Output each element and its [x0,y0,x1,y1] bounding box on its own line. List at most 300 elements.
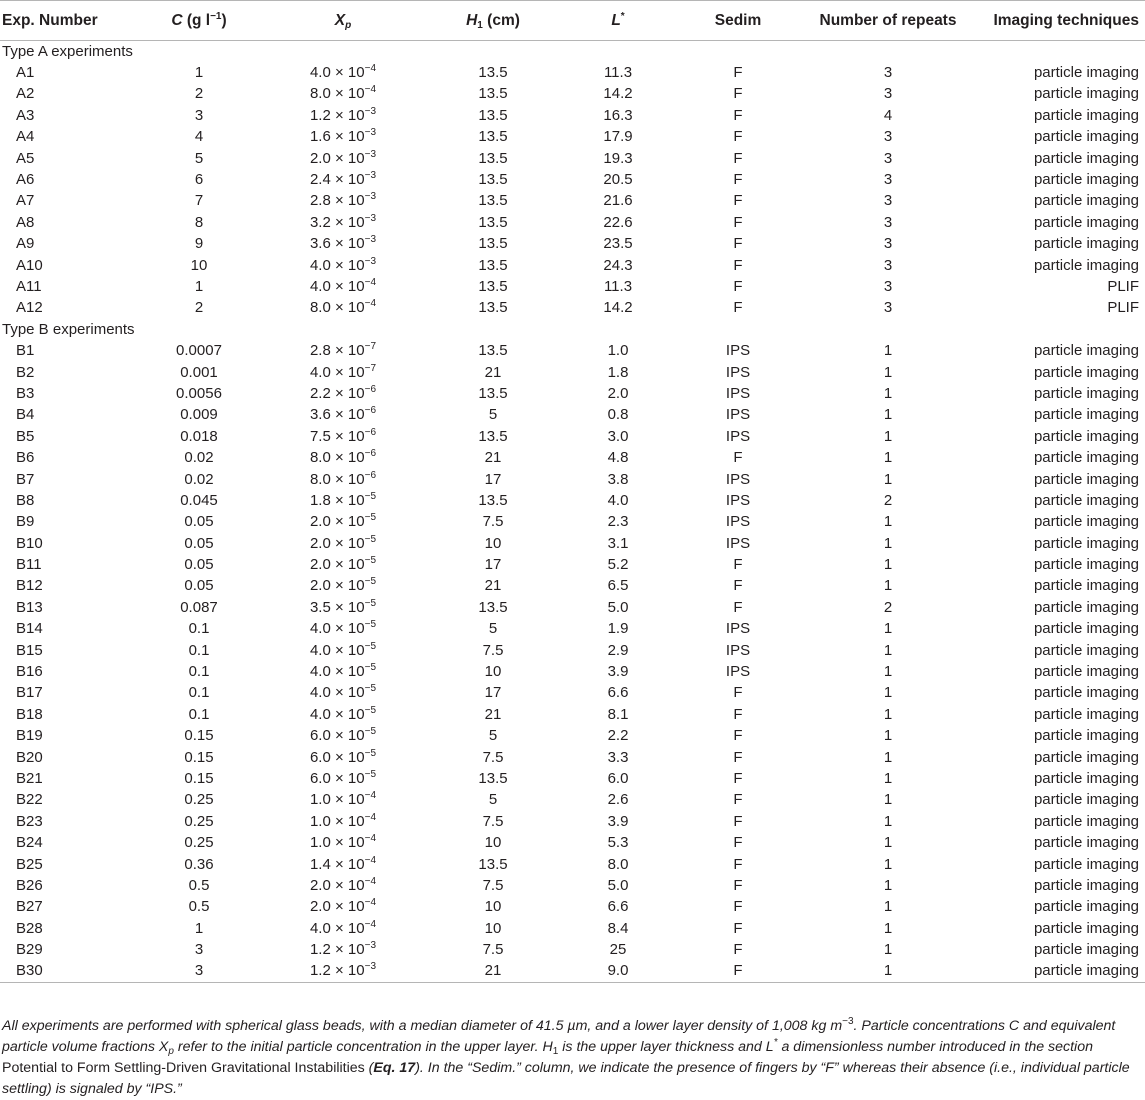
table-row [0,726,1145,747]
volume-fraction-cell: $2.8 \times 10^{-3}$ [309,191,377,210]
imaging-cell: PLIF [1107,277,1139,295]
layer-thickness-cell: 10 [484,534,502,552]
concentration-cell: 3 [194,106,204,124]
exp-number-cell: B14 [16,620,43,638]
volume-fraction-cell: $6.0 \times 10^{-5}$ [309,747,377,766]
layer-thickness-cell: 13.5 [478,235,508,253]
l-star-cell: 4.0 [607,491,629,509]
layer-thickness-cell: 13.5 [478,342,508,360]
repeats-cell: 1 [883,791,893,809]
layer-thickness-cell: 7.5 [482,876,504,894]
l-star-cell: 1.0 [607,342,629,360]
section-title: Type B experiments [2,320,135,338]
l-star-cell: 5.0 [607,876,629,894]
volume-fraction-cell: $1.2 \times 10^{-3}$ [309,105,377,124]
sedim-cell: F [733,941,743,959]
table-row [0,747,1145,768]
table-row [0,939,1145,960]
layer-thickness-cell: 7.5 [482,812,504,830]
concentration-cell: 0.045 [180,491,218,509]
sedim-cell: IPS [725,384,751,402]
layer-thickness-cell: 21 [484,705,502,723]
layer-thickness-cell: 13.5 [478,384,508,402]
l-star-cell: 2.2 [607,727,629,745]
volume-fraction-cell: $4.0 \times 10^{-5}$ [309,662,377,681]
layer-thickness-cell: 5 [488,727,498,745]
imaging-cell: particle imaging [1033,834,1139,852]
layer-thickness-cell: 13.5 [478,106,508,124]
concentration-cell: 0.1 [188,641,210,659]
table-row [0,533,1145,554]
imaging-cell: particle imaging [1033,449,1139,467]
imaging-cell: particle imaging [1033,534,1139,552]
table-row [0,640,1145,661]
exp-number-cell: B15 [16,641,43,659]
exp-number-cell: B21 [16,769,43,787]
repeats-cell: 1 [883,449,893,467]
sedim-cell: F [733,898,743,916]
imaging-cell: particle imaging [1033,812,1139,830]
imaging-cell: particle imaging [1033,406,1139,424]
layer-thickness-cell: 13.5 [478,427,508,445]
imaging-cell: particle imaging [1033,470,1139,488]
repeats-cell: 1 [883,919,893,937]
exp-number-cell: A12 [16,299,43,317]
repeats-cell: 2 [883,491,893,509]
concentration-cell: 0.02 [184,449,214,467]
volume-fraction-cell: $1.4 \times 10^{-4}$ [309,854,377,873]
table-row [0,790,1145,811]
volume-fraction-cell: $4.0 \times 10^{-5}$ [309,640,377,659]
sedim-cell: IPS [725,663,751,681]
l-star-cell: 14.2 [603,85,633,103]
repeats-cell: 1 [883,384,893,402]
concentration-cell: 0.018 [180,427,218,445]
concentration-cell: 9 [194,235,204,253]
concentration-cell: 0.1 [188,620,210,638]
concentration-cell: 0.25 [184,791,214,809]
volume-fraction-cell: $1.0 \times 10^{-4}$ [309,811,377,830]
volume-fraction-cell: $8.0 \times 10^{-4}$ [309,298,377,317]
repeats-cell: 1 [883,834,893,852]
table-row [0,619,1145,640]
table-row [0,875,1145,896]
exp-number-cell: A9 [16,235,35,253]
table-row [0,169,1145,190]
repeats-cell: 1 [883,363,893,381]
table-row [0,362,1145,383]
exp-number-cell: B12 [16,577,43,595]
concentration-cell: 0.0056 [176,384,222,402]
imaging-cell: particle imaging [1033,727,1139,745]
table-row [0,597,1145,618]
concentration-cell: 0.0007 [176,342,222,360]
sedim-cell: F [733,256,743,274]
equation-link[interactable]: Eq. 17 [373,1060,416,1077]
table-row [0,447,1145,468]
exp-number-cell: B10 [16,534,43,552]
section-link[interactable]: Potential to Form Settling-Driven Gravitational Instabilities [2,1060,365,1077]
imaging-cell: particle imaging [1033,748,1139,766]
exp-number-cell: A1 [16,64,35,82]
exp-number-cell: A3 [16,106,35,124]
section-header-row [0,319,1145,340]
sedim-cell: F [733,213,743,231]
table-row [0,469,1145,490]
table-row [0,961,1145,983]
l-star-cell: 5.3 [607,834,629,852]
concentration-cell: 7 [194,192,204,210]
header-repeats: Number of repeats [819,11,957,29]
exp-number-cell: A11 [16,277,42,295]
table-row [0,683,1145,704]
volume-fraction-cell: $6.0 \times 10^{-5}$ [309,726,377,745]
repeats-cell: 1 [883,705,893,723]
header-sedim: Sedim [714,11,762,29]
volume-fraction-cell: $1.6 \times 10^{-3}$ [309,127,377,146]
repeats-cell: 1 [798,961,978,983]
repeats-cell: 3 [883,256,893,274]
table-row [0,298,1145,319]
concentration-cell: 0.087 [180,598,218,616]
header-imaging: Imaging techniques [993,11,1139,29]
repeats-cell: 1 [883,470,893,488]
layer-thickness-cell: 13.5 [478,855,508,873]
volume-fraction-cell: $1.0 \times 10^{-4}$ [309,833,377,852]
table-header [0,1,1145,41]
volume-fraction-cell: $8.0 \times 10^{-6}$ [309,469,377,488]
repeats-cell: 3 [883,149,893,167]
imaging-cell: particle imaging [1033,620,1139,638]
exp-number-cell: B3 [16,384,35,402]
layer-thickness-cell: 13.5 [478,277,508,295]
table-row [0,84,1145,105]
volume-fraction-cell: $3.2 \times 10^{-3}$ [309,212,377,231]
layer-thickness-cell: 5 [488,791,498,809]
l-star-cell: 11.3 [603,277,633,295]
imaging-cell: particle imaging [1033,577,1139,595]
concentration-cell: 0.05 [184,513,214,531]
imaging-cell: particle imaging [1033,876,1139,894]
table-row [0,405,1145,426]
layer-thickness-cell: 13.5 [478,171,508,189]
sedim-cell: F [733,919,743,937]
layer-thickness-cell: 7.5 [482,513,504,531]
exp-number-cell: A4 [16,128,35,146]
volume-fraction-cell: $2.0 \times 10^{-4}$ [309,897,377,916]
sedim-cell: F [733,791,743,809]
imaging-cell: particle imaging [1033,641,1139,659]
table-row [0,490,1145,511]
table-row [0,554,1145,575]
table-row [0,340,1145,361]
layer-thickness-cell: 21 [484,577,502,595]
layer-thickness-cell: 13.5 [478,256,508,274]
exp-number-cell: A8 [16,213,35,231]
table-row [0,768,1145,789]
repeats-cell: 3 [883,277,893,295]
exp-number-cell: B6 [16,449,35,467]
sedim-cell: F [733,171,743,189]
imaging-cell: particle imaging [1033,235,1139,253]
layer-thickness-cell: 7.5 [482,641,504,659]
repeats-cell: 3 [883,192,893,210]
concentration-cell: 1 [194,919,204,937]
table-row [0,276,1145,297]
exp-number-cell: B11 [16,556,42,574]
concentration-cell: 2 [194,85,204,103]
table-row [0,212,1145,233]
exp-number-cell: B16 [16,663,43,681]
imaging-cell: particle imaging [1033,213,1139,231]
volume-fraction-cell: $2.0 \times 10^{-5}$ [309,512,377,531]
table-row [0,854,1145,875]
imaging-cell: particle imaging [1033,663,1139,681]
l-star-cell: 3.9 [607,663,629,681]
section-title: Type A experiments [2,42,133,60]
sedim-cell: F [733,769,743,787]
repeats-cell: 3 [883,128,893,146]
l-star-cell: 6.0 [607,769,629,787]
l-star-cell: 4.8 [607,449,629,467]
layer-thickness-cell: 7.5 [482,941,504,959]
concentration-cell: 0.25 [184,834,214,852]
concentration-cell: 0.36 [184,855,214,873]
layer-thickness-cell: 21 [484,363,502,381]
l-star-cell: 25 [609,941,627,959]
volume-fraction-cell: $4.0 \times 10^{-5}$ [309,619,377,638]
concentration-cell: 3 [194,941,204,959]
layer-thickness-cell: 17 [484,470,502,488]
sedim-cell: F [733,149,743,167]
concentration-cell: 0.25 [184,812,214,830]
table-row [0,811,1145,832]
repeats-cell: 1 [883,727,893,745]
volume-fraction-cell: $7.5 \times 10^{-6}$ [309,426,377,445]
concentration-cell: 6 [194,171,204,189]
imaging-cell: particle imaging [1033,171,1139,189]
repeats-cell: 1 [883,941,893,959]
exp-number-cell: B20 [16,748,43,766]
concentration-cell: 1 [194,277,204,295]
concentration-cell: 0.001 [180,363,218,381]
concentration-cell: 0.15 [184,769,214,787]
exp-number-cell: B7 [16,470,35,488]
table-row [0,661,1145,682]
layer-thickness-cell: 17 [484,556,502,574]
repeats-cell: 1 [883,663,893,681]
exp-number-cell: A7 [16,192,35,210]
layer-thickness-cell: 13.5 [478,299,508,317]
sedim-cell: F [733,299,743,317]
repeats-cell: 3 [883,213,893,231]
exp-number-cell: B30 [0,961,140,983]
header-volume-fraction: $X_p$ [334,11,352,31]
exp-number-cell: B1 [16,342,35,360]
volume-fraction-cell: $4.0 \times 10^{-5}$ [309,704,377,723]
exp-number-cell: A6 [16,171,35,189]
repeats-cell: 1 [883,427,893,445]
exp-number-cell: B9 [16,513,35,531]
concentration-cell: 2 [194,299,204,317]
volume-fraction-cell: $1.0 \times 10^{-4}$ [309,790,377,809]
imaging-cell: PLIF [1107,299,1139,317]
concentration-cell: 8 [194,213,204,231]
concentration-cell: 0.1 [188,705,210,723]
repeats-cell: 4 [883,106,893,124]
concentration-cell: 4 [194,128,204,146]
table-row [0,576,1145,597]
layer-thickness-cell: 13.5 [478,149,508,167]
repeats-cell: 1 [883,556,893,574]
sedim-cell: F [733,812,743,830]
concentration-cell: 0.5 [188,876,210,894]
imaging-cell: particle imaging [1033,149,1139,167]
imaging-cell: particle imaging [1033,363,1139,381]
repeats-cell: 3 [883,235,893,253]
exp-number-cell: B23 [16,812,43,830]
exp-number-cell: B26 [16,876,43,894]
exp-number-cell: B5 [16,427,35,445]
header-exp-number: Exp. Number [2,11,98,29]
repeats-cell: 1 [883,342,893,360]
concentration-cell: 10 [190,256,208,274]
l-star-cell: 1.8 [607,363,629,381]
repeats-cell: 1 [883,577,893,595]
volume-fraction-cell: $4.0 \times 10^{-7}$ [309,362,377,381]
exp-number-cell: B4 [16,406,35,424]
l-star-cell: 3.8 [607,470,629,488]
table-row [0,191,1145,212]
imaging-cell: particle imaging [1033,898,1139,916]
l-star-cell: 11.3 [603,64,633,82]
sedim-cell: F [733,85,743,103]
l-star-cell: 17.9 [603,128,633,146]
concentration-cell: 1 [194,64,204,82]
exp-number-cell: B13 [16,598,43,616]
layer-thickness-cell: 13.5 [478,85,508,103]
imaging-cell: particle imaging [1033,791,1139,809]
concentration-cell: 0.05 [184,534,214,552]
sedim-cell: IPS [725,513,751,531]
l-star-cell: 9.0 [558,961,678,983]
l-star-cell: 8.0 [607,855,629,873]
l-star-cell: 2.6 [607,791,629,809]
imaging-cell: particle imaging [1033,128,1139,146]
repeats-cell: 1 [883,876,893,894]
imaging-cell: particle imaging [978,961,1145,983]
table-row [0,918,1145,939]
layer-thickness-cell: 10 [484,663,502,681]
l-star-cell: 1.9 [607,620,629,638]
l-star-cell: 24.3 [603,256,633,274]
concentration-cell: 0.02 [184,470,214,488]
volume-fraction-cell: $2.2 \times 10^{-6}$ [309,383,377,402]
imaging-cell: particle imaging [1033,192,1139,210]
sedim-cell: F [733,192,743,210]
imaging-cell: particle imaging [1033,769,1139,787]
imaging-cell: particle imaging [1033,513,1139,531]
volume-fraction-cell: $2.8 \times 10^{-7}$ [309,341,377,360]
volume-fraction-cell: $8.0 \times 10^{-4}$ [309,84,377,103]
exp-number-cell: B19 [16,727,43,745]
l-star-cell: 6.6 [607,898,629,916]
repeats-cell: 1 [883,812,893,830]
repeats-cell: 1 [883,769,893,787]
volume-fraction-cell: $1.2 \times 10^{-3}$ [258,961,428,983]
sedim-cell: IPS [725,470,751,488]
l-star-cell: 2.9 [607,641,629,659]
repeats-cell: 3 [883,64,893,82]
concentration-cell: 5 [194,149,204,167]
exp-number-cell: B24 [16,834,43,852]
layer-thickness-cell: 7.5 [482,748,504,766]
layer-thickness-cell: 5 [488,406,498,424]
table-row [0,148,1145,169]
layer-thickness-cell: 21 [484,449,502,467]
imaging-cell: particle imaging [1033,556,1139,574]
layer-thickness-cell: 10 [484,919,502,937]
concentration-cell: 0.1 [188,663,210,681]
sedim-cell: F [678,961,798,983]
repeats-cell: 1 [883,748,893,766]
repeats-cell: 3 [883,299,893,317]
sedim-cell: IPS [725,406,751,424]
sedim-cell: F [733,106,743,124]
sedim-cell: IPS [725,620,751,638]
l-star-cell: 3.1 [607,534,629,552]
sedim-cell: IPS [725,363,751,381]
repeats-cell: 1 [883,534,893,552]
concentration-cell: 0.05 [184,556,214,574]
exp-number-cell: A2 [16,85,35,103]
sedim-cell: F [733,235,743,253]
repeats-cell: 1 [883,620,893,638]
imaging-cell: particle imaging [1033,598,1139,616]
sedim-cell: F [733,556,743,574]
exp-number-cell: B29 [16,941,43,959]
section-header-row [0,41,1145,63]
l-star-cell: 8.4 [607,919,629,937]
repeats-cell: 1 [883,855,893,873]
sedim-cell: F [733,684,743,702]
sedim-cell: F [733,598,743,616]
volume-fraction-cell: $4.0 \times 10^{-3}$ [309,255,377,274]
volume-fraction-cell: $4.0 \times 10^{-4}$ [309,276,377,295]
layer-thickness-cell: 13.5 [478,64,508,82]
table-row [0,832,1145,853]
exp-number-cell: A5 [16,149,35,167]
exp-number-cell: B25 [16,855,43,873]
imaging-cell: particle imaging [1033,705,1139,723]
table-body [0,41,1145,983]
table-row [0,62,1145,83]
sedim-cell: F [733,577,743,595]
concentration-cell: 0.1 [188,684,210,702]
layer-thickness-cell: 13.5 [478,128,508,146]
l-star-cell: 21.6 [603,192,633,210]
l-star-cell: 5.2 [607,556,629,574]
sedim-cell: F [733,748,743,766]
volume-fraction-cell: $1.2 \times 10^{-3}$ [309,940,377,959]
sedim-cell: F [733,64,743,82]
volume-fraction-cell: $2.0 \times 10^{-4}$ [309,875,377,894]
sedim-cell: F [733,727,743,745]
table-row [0,383,1145,404]
imaging-cell: particle imaging [1033,919,1139,937]
concentration-cell: 0.15 [184,748,214,766]
exp-number-cell: B22 [16,791,43,809]
